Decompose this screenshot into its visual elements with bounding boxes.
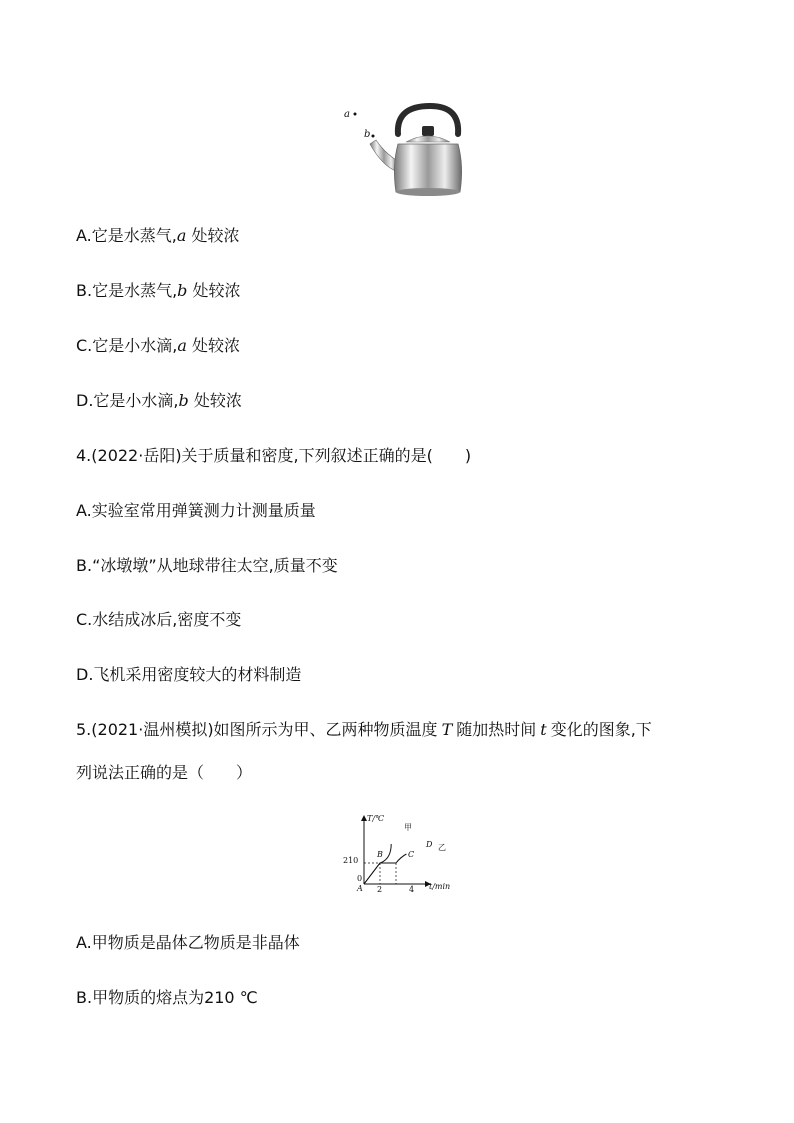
q3-option-b[interactable]: B.它是水蒸气,b 处较浓	[76, 281, 241, 300]
series-lines	[364, 844, 406, 884]
kettle-spout	[370, 140, 398, 172]
temperature-time-graph	[342, 812, 458, 894]
point-label-a: A	[357, 884, 363, 893]
q5-option-b[interactable]: B.甲物质的熔点为210 ℃	[76, 988, 258, 1007]
q4-option-b[interactable]: B.“冰墩墩”从地球带往太空,质量不变	[76, 556, 338, 575]
point-label-b: B	[377, 850, 383, 859]
q4-option-d[interactable]: D.飞机采用密度较大的材料制造	[76, 665, 302, 684]
point-b	[372, 135, 375, 138]
kettle-body	[394, 144, 461, 195]
label-a: a	[344, 109, 350, 120]
origin-label: 0	[357, 874, 363, 883]
x-tick-4: 4	[409, 885, 415, 894]
series-label-yi: 乙	[438, 843, 446, 852]
x-tick-2: 2	[377, 885, 383, 894]
y-axis-label: T/℃	[367, 814, 384, 823]
series-label-jia: 甲	[404, 823, 412, 832]
q3-option-a[interactable]: A.它是水蒸气,a 处较浓	[76, 226, 240, 245]
q4-stem: 4.(2022·岳阳)关于质量和密度,下列叙述正确的是( )	[76, 446, 472, 465]
point-label-d: D	[426, 840, 433, 849]
kettle-base	[396, 188, 460, 196]
q5-stem-line2: 列说法正确的是（ ）	[76, 763, 253, 782]
y-tick-210: 210	[343, 856, 359, 865]
q4-option-a[interactable]: A.实验室常用弹簧测力计测量质量	[76, 501, 316, 520]
q3-option-d[interactable]: D.它是小水滴,b 处较浓	[76, 391, 242, 410]
kettle-lid-knob	[422, 126, 434, 136]
x-axis-label: t/min	[429, 882, 451, 891]
q3-option-c[interactable]: C.它是小水滴,a 处较浓	[76, 336, 240, 355]
q4-option-c[interactable]: C.水结成冰后,密度不变	[76, 610, 242, 629]
guide-lines	[364, 863, 396, 884]
q5-option-a[interactable]: A.甲物质是晶体乙物质是非晶体	[76, 933, 300, 952]
kettle-lid	[406, 136, 450, 142]
point-a	[354, 113, 357, 116]
q5-stem: 5.(2021·温州模拟)如图所示为甲、乙两种物质温度 T 随加热时间 t 变化的图象,下	[76, 720, 652, 739]
series-line-2	[364, 854, 406, 884]
point-label-c: C	[408, 850, 415, 859]
label-b: b	[364, 129, 371, 140]
kettle-figure	[340, 100, 470, 200]
